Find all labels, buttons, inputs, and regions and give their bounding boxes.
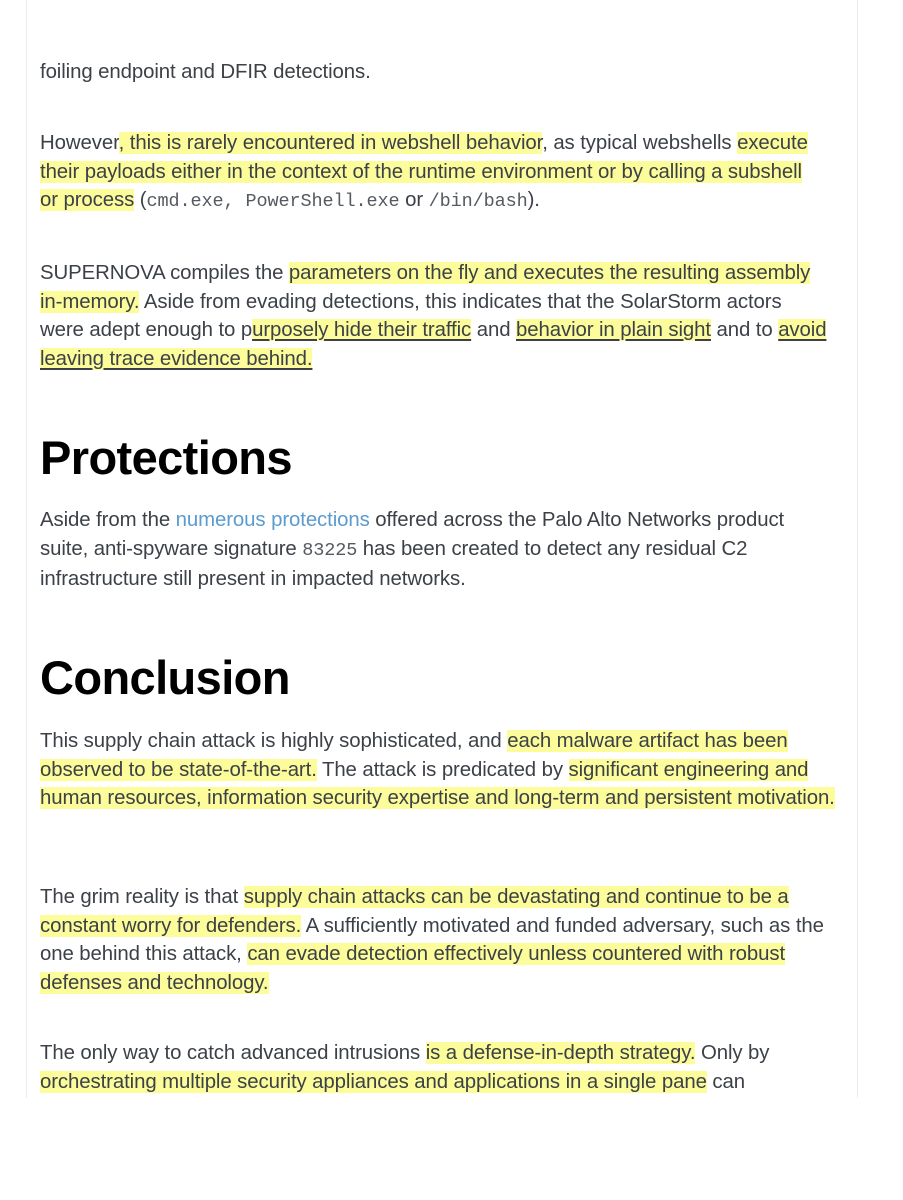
text: , as typical webshells bbox=[542, 132, 738, 154]
paragraph-dfir bbox=[40, 58, 840, 87]
highlight: , this is rarely encountered in webshell behavior bbox=[118, 132, 543, 154]
text: offered across the Palo Alto Networks product suite, anti-spyware signature bbox=[40, 509, 785, 560]
text: This supply chain attack is highly sophisticated, and bbox=[40, 730, 508, 752]
text: The only way to catch advanced intrusions bbox=[40, 1042, 426, 1064]
paragraph-webshell bbox=[40, 129, 820, 217]
highlight: parameters on the fly and executes the resulting assembly in-memory. bbox=[40, 262, 811, 313]
text: ( bbox=[134, 189, 147, 211]
text: can bbox=[706, 1070, 745, 1093]
highlight: can evade detection effectively unless countered with robust defenses and technology. bbox=[40, 943, 786, 994]
underlined-highlight: avoid leaving trace evidence behind. bbox=[40, 319, 827, 370]
text: A sufficiently motivated and funded adversary, such as the one behind this attack, bbox=[40, 914, 824, 965]
conclusion-heading: Conclusion bbox=[40, 651, 290, 704]
protections-heading: Protections bbox=[40, 431, 292, 484]
text: However bbox=[40, 132, 119, 154]
text: The attack is predicated by bbox=[316, 758, 569, 781]
underlined-highlight: behavior in plain sight bbox=[516, 319, 711, 341]
paragraph-conclusion-1 bbox=[40, 727, 848, 813]
text: The grim reality is that bbox=[40, 886, 244, 908]
text: Aside from evading detections, this indicates that the SolarStorm actors were adept enough to p bbox=[40, 290, 782, 341]
highlight: execute their payloads either in the context of the runtime environment or by calling a subshell or process bbox=[40, 132, 808, 211]
highlight: each malware artifact has been observed to be state-of-the-art. bbox=[40, 730, 788, 781]
text: and to bbox=[710, 319, 779, 341]
paragraph-conclusion-3 bbox=[40, 1039, 840, 1096]
underlined-highlight: urposely hide their traffic bbox=[252, 319, 472, 341]
signature-id: 83225 bbox=[302, 539, 358, 561]
text: has been created to detect any residual C2 infrastructure still present in impacted networks. bbox=[40, 537, 748, 590]
paragraph-supernova bbox=[40, 259, 830, 373]
highlight: supply chain attacks can be devastating and continue to be a constant worry for defenders. bbox=[40, 886, 789, 937]
highlight: is a defense-in-depth strategy. bbox=[425, 1042, 696, 1064]
text: SUPERNOVA compiles the bbox=[40, 262, 289, 284]
paragraph-conclusion-2 bbox=[40, 883, 840, 997]
text: ). bbox=[527, 189, 540, 211]
text: and bbox=[471, 319, 517, 341]
article-page bbox=[26, 0, 858, 1098]
highlight: significant engineering and human resources, information security expertise and long-term and persistent motivation. bbox=[40, 758, 835, 809]
paragraph-protections bbox=[40, 506, 800, 594]
text: foiling endpoint and DFIR detections. bbox=[40, 61, 371, 83]
inline-code: cmd.exe, PowerShell.exe bbox=[146, 191, 400, 212]
highlight: orchestrating multiple security appliances and applications in a single pane bbox=[40, 1070, 707, 1093]
text: or bbox=[399, 189, 429, 211]
inline-code: /bin/bash bbox=[428, 191, 528, 212]
text: Aside from the bbox=[40, 509, 176, 531]
text: Only by bbox=[695, 1042, 770, 1064]
numerous-protections-link[interactable]: numerous protections bbox=[175, 509, 370, 531]
